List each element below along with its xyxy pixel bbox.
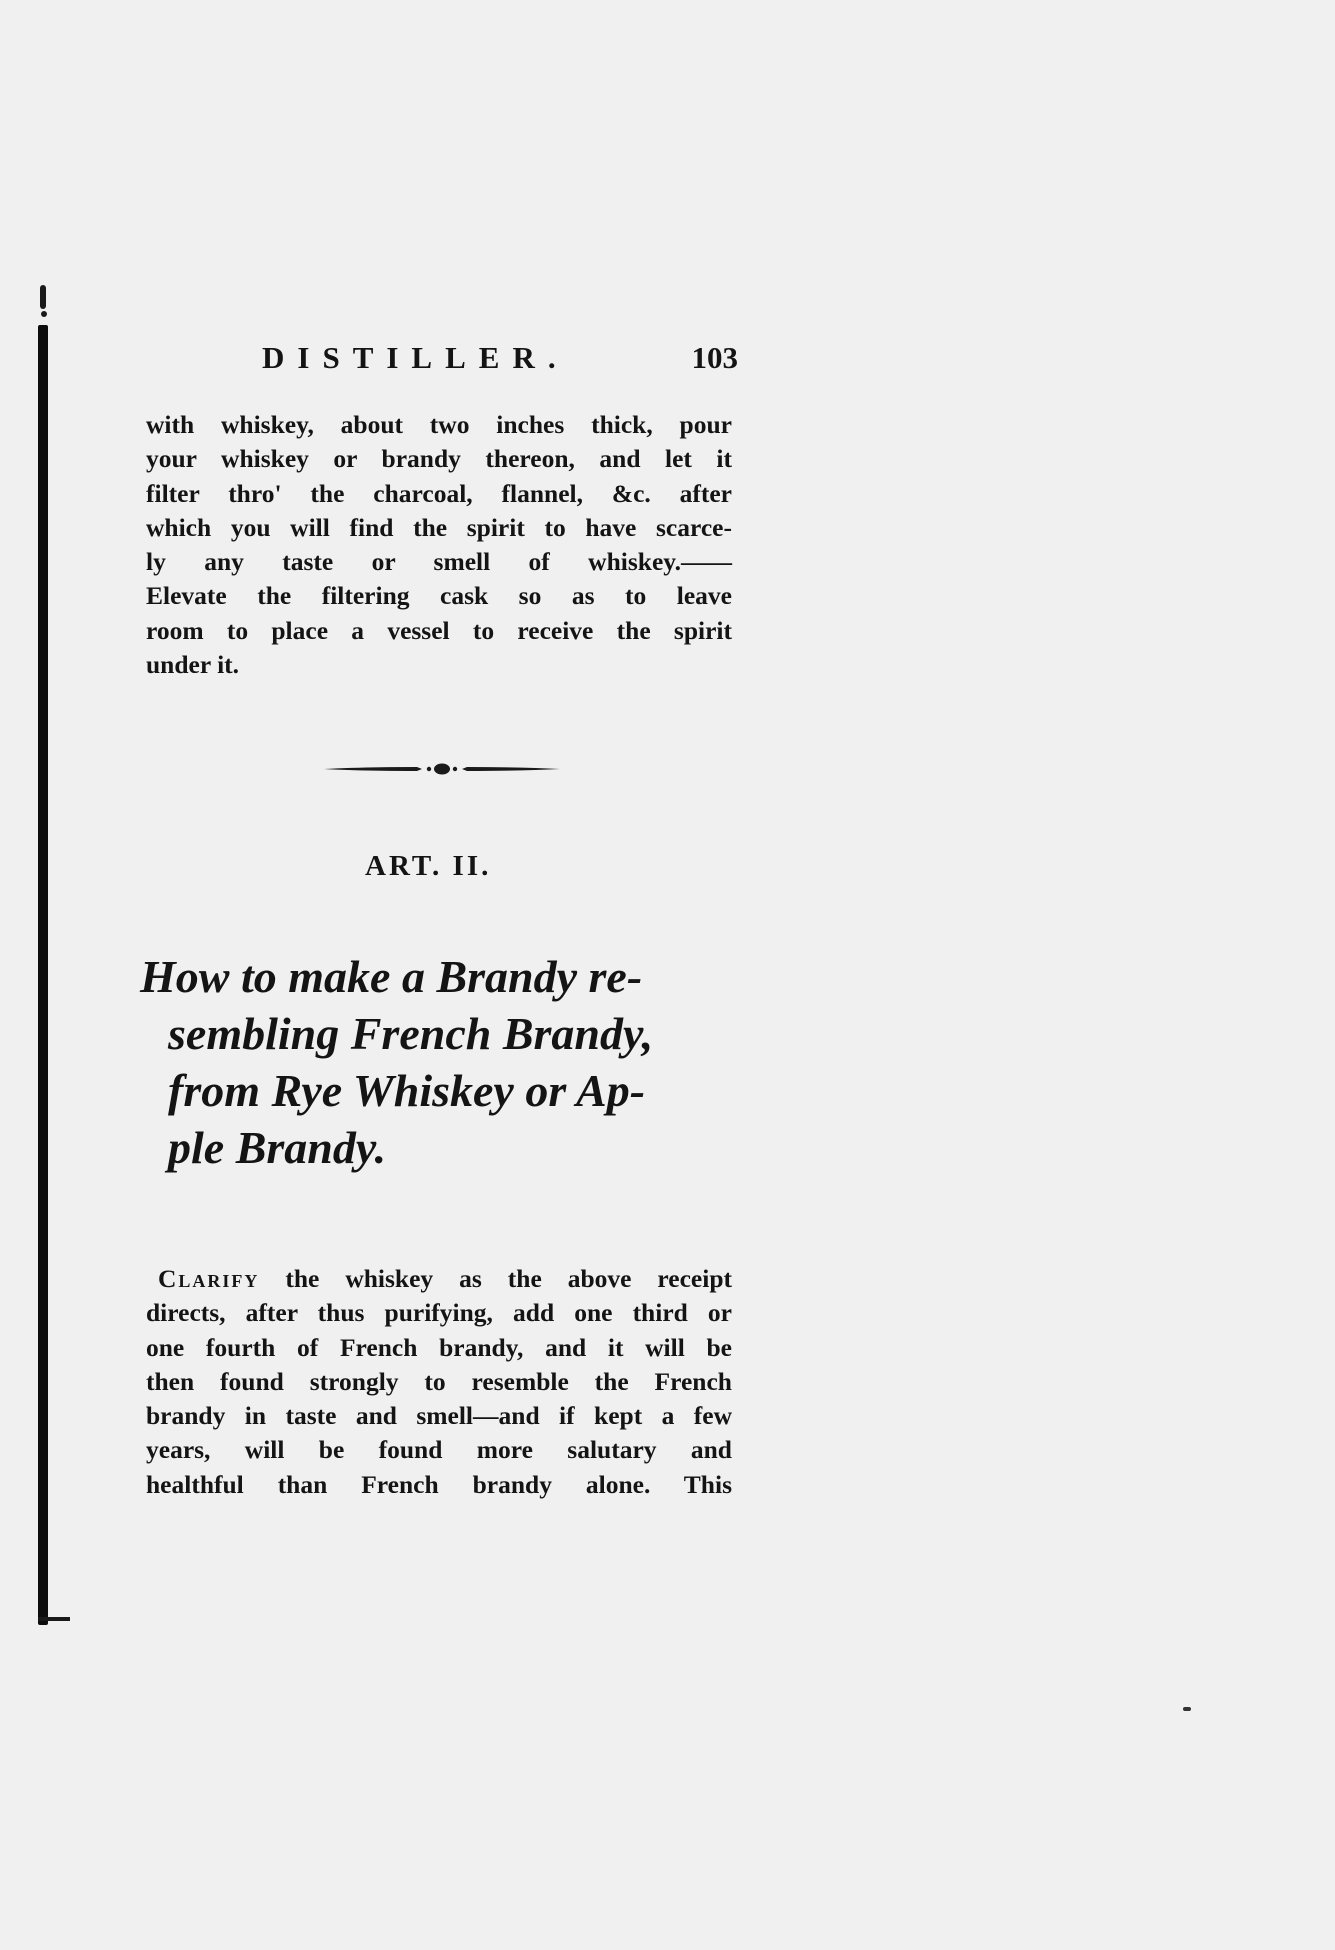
paragraph-continued bbox=[146, 408, 732, 682]
binding-mark bbox=[40, 285, 46, 309]
text-line: brandy in taste and smell—and if kept a few bbox=[146, 1401, 732, 1431]
page-number: 103 bbox=[691, 340, 738, 375]
heading-line: from Rye Whiskey or Ap- bbox=[168, 1065, 646, 1116]
lead-word: Clarify bbox=[158, 1264, 260, 1293]
text-line: healthful than French brandy alone. This bbox=[146, 1469, 732, 1499]
text-line: ly any taste or smell of whiskey.—— bbox=[146, 547, 732, 577]
text-line: years, will be found more salutary and bbox=[146, 1435, 732, 1465]
text-line bbox=[146, 1262, 732, 1296]
section-ornament bbox=[322, 758, 562, 780]
running-title: DISTILLER. bbox=[262, 340, 569, 375]
text-line: with whiskey, about two inches thick, pour bbox=[146, 410, 732, 439]
heading-line: sembling French Brandy, bbox=[168, 1008, 654, 1059]
text-line: filter thro' the charcoal, flannel, &c. after bbox=[146, 478, 732, 508]
binding-edge bbox=[38, 325, 48, 1625]
text-line: which you will find the spirit to have scarce- bbox=[146, 512, 732, 542]
article-number: ART. II. bbox=[365, 850, 492, 882]
binding-foot bbox=[38, 1617, 70, 1621]
text-line: under it. bbox=[146, 650, 240, 680]
text-line: room to place a vessel to receive the spirit bbox=[146, 615, 732, 645]
text-line: your whiskey or brandy thereon, and let it bbox=[146, 444, 732, 474]
heading-line: ple Brandy. bbox=[168, 1122, 387, 1173]
paragraph-body bbox=[146, 1262, 732, 1502]
stray-mark bbox=[1183, 1707, 1191, 1711]
text-line: Elevate the filtering cask so as to leave bbox=[146, 581, 732, 611]
article-heading bbox=[140, 948, 740, 1176]
running-head bbox=[262, 340, 738, 380]
heading-line: How to make a Brandy re- bbox=[140, 951, 643, 1002]
text-run: the whiskey as the above receipt bbox=[259, 1264, 732, 1293]
binding-dot bbox=[41, 311, 47, 317]
text-line: one fourth of French brandy, and it will be bbox=[146, 1332, 732, 1362]
text-line: then found strongly to resemble the French bbox=[146, 1366, 732, 1396]
text-line: directs, after thus purifying, add one third or bbox=[146, 1298, 732, 1328]
